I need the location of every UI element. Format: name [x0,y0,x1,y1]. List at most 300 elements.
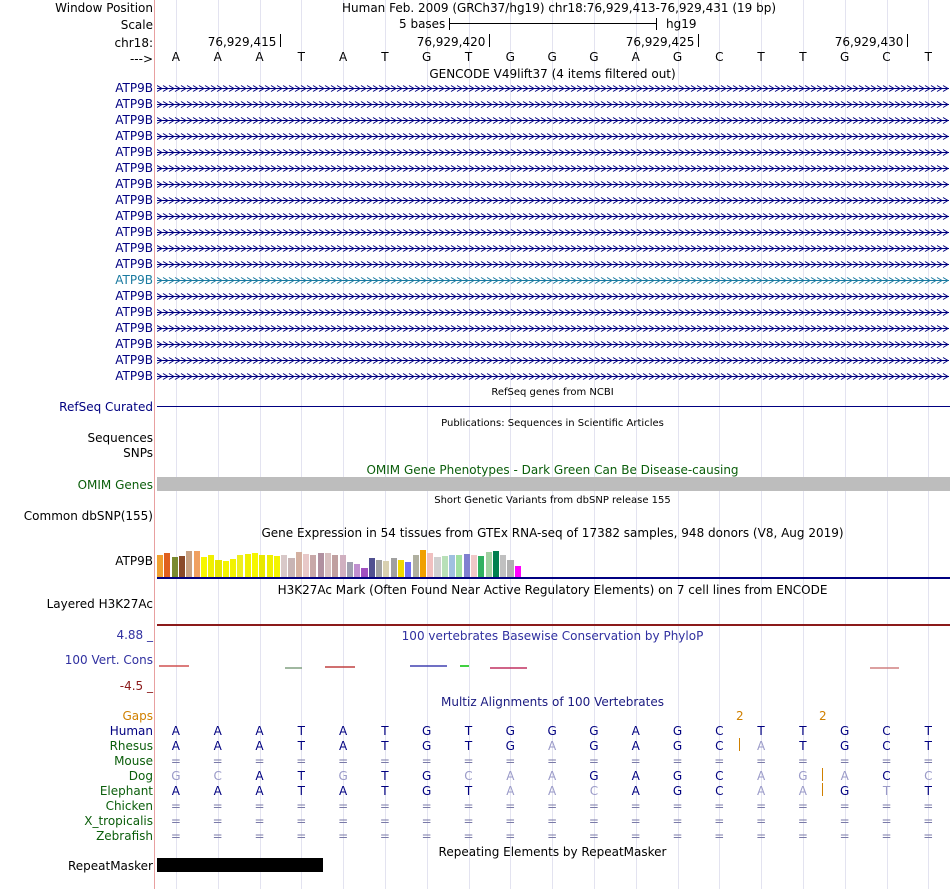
alignment-base: T [757,724,765,738]
alignment-base: = [630,754,641,768]
alignment-base: A [255,769,264,783]
position-tick-label: 76,929,415 [207,35,277,49]
alignment-base: G [798,769,808,783]
species-label-dog[interactable]: Dog [128,769,153,783]
alignment-base: A [547,739,557,753]
gtex-tissue-bar[interactable] [201,557,207,577]
alignment-base: = [756,799,767,813]
alignment-base: = [296,829,307,843]
gencode-gene-feature[interactable] [157,213,949,220]
alignment-base: T [924,784,932,798]
h3k27ac-track-title[interactable]: H3K27Ac Mark (Often Found Near Active Regulatory Elements) on 7 cell lines from ENCODE [277,583,828,597]
alignment-base: G [422,769,432,783]
gencode-gene-label[interactable]: ATP9B [115,241,153,255]
alignment-base: = [756,814,767,828]
gencode-gene-feature[interactable] [157,229,949,236]
gtex-gene-line[interactable] [157,577,950,579]
alignment-base: G [589,739,599,753]
alignment-base: = [672,814,683,828]
scale-bar [449,17,657,31]
gencode-gene-feature[interactable] [157,165,949,172]
alignment-base: A [631,739,640,753]
gtex-tissue-bar[interactable] [172,557,178,577]
gtex-tissue-bar[interactable] [464,554,470,577]
gtex-tissue-bar[interactable] [164,553,170,577]
gencode-gene-feature[interactable] [157,277,949,284]
alignment-base: G [505,739,515,753]
gencode-gene-feature[interactable] [157,149,949,156]
alignment-base: = [714,829,725,843]
alignment-base: = [797,829,808,843]
gencode-gene-feature[interactable] [157,341,949,348]
alignment-base: C [924,769,933,783]
base-letter: A [171,50,180,64]
publications-track-title[interactable]: Publications: Sequences in Scientific Articles [441,418,664,429]
alignment-base: = [672,754,683,768]
alignment-base: C [715,784,724,798]
alignment-base: = [672,799,683,813]
gtex-tissue-bar[interactable] [405,562,411,577]
alignment-base: T [464,739,473,753]
gtex-tissue-bar[interactable] [398,560,404,577]
gtex-tissue-bar[interactable] [434,557,440,577]
gtex-tissue-bar[interactable] [500,555,506,577]
gap-mark: 2 [736,709,744,723]
gaps-label: Gaps [122,709,153,723]
scale-text: 5 bases [399,17,446,31]
alignment-base: G [672,739,683,753]
alignment-base: = [797,799,808,813]
alignment-base: G [840,739,850,753]
insertion-marker [822,768,823,781]
gencode-gene-feature[interactable] [157,245,949,252]
alignment-base: G [672,784,683,798]
alignment-base: G [589,724,599,738]
alignment-base: G [505,724,515,738]
alignment-base: = [714,799,725,813]
gtex-tissue-bar[interactable] [347,562,353,577]
gtex-tissue-bar[interactable] [413,555,419,577]
alignment-base: = [338,814,349,828]
alignment-base: A [338,784,348,798]
omim-gene-bar[interactable] [157,477,950,491]
phylop-track-title[interactable]: 100 vertebrates Basewise Conservation by PhyloP [401,629,704,643]
omim-label[interactable]: OMIM Genes [77,478,153,492]
publications-sequences-label[interactable]: Sequences [87,431,153,445]
alignment-base: T [381,769,389,783]
gencode-gene-label[interactable]: ATP9B [115,129,153,143]
refseq-label[interactable]: RefSeq Curated [59,400,153,414]
alignment-base: = [547,799,558,813]
alignment-base: = [588,814,599,828]
base-letter: G [589,50,599,64]
gtex-tissue-bar[interactable] [274,556,280,577]
phylop-label[interactable]: 100 Vert. Cons [64,653,153,667]
alignment-base: T [464,724,473,738]
gtex-tissue-bar[interactable] [310,555,316,577]
gtex-tissue-bar[interactable] [179,556,185,577]
alignment-base: = [296,754,307,768]
gencode-gene-feature[interactable] [157,357,949,364]
gtex-tissue-bar[interactable] [427,553,433,577]
base-letter: T [799,50,807,64]
alignment-base: A [213,784,222,798]
alignment-base: = [170,799,181,813]
alignment-base: A [631,784,640,798]
alignment-base: A [798,784,807,798]
alignment-base: = [212,829,223,843]
refseq-gene-line[interactable] [157,406,950,407]
phylop-max-label: 4.88 _ [116,628,153,642]
gencode-gene-label[interactable]: ATP9B [115,289,153,303]
alignment-base: = [839,754,850,768]
gencode-gene-feature[interactable] [157,117,949,124]
alignment-base: = [379,829,390,843]
base-letter: A [631,50,640,64]
alignment-base: T [381,784,389,798]
alignment-base: = [672,829,683,843]
scale-label: Scale [120,18,153,32]
alignment-base: T [799,724,807,738]
gtex-tissue-bar[interactable] [507,560,513,577]
alignment-base: G [422,724,432,738]
gtex-tissue-bar[interactable] [369,558,375,577]
alignment-base: = [421,754,432,768]
base-letter: T [381,50,389,64]
alignment-base: = [254,814,265,828]
alignment-base: A [756,769,766,783]
gencode-gene-feature[interactable] [157,181,949,188]
gap-mark: 2 [819,709,827,723]
gencode-gene-label[interactable]: ATP9B [115,113,153,127]
dbsnp-track-title[interactable]: Short Genetic Variants from dbSNP release 155 [434,495,671,506]
gtex-tissue-bar[interactable] [332,555,338,577]
alignment-base: = [588,754,599,768]
alignment-base: A [547,769,557,783]
alignment-base: C [589,784,599,798]
alignment-base: = [212,814,223,828]
alignment-base: = [756,754,767,768]
alignment-base: = [797,754,808,768]
alignment-base: = [505,754,516,768]
gtex-bar-chart[interactable] [157,541,537,577]
omim-track-title[interactable]: OMIM Gene Phenotypes - Dark Green Can Be Disease-causing [366,463,739,477]
alignment-base: T [297,724,305,738]
alignment-base: = [881,814,892,828]
alignment-base: A [255,784,264,798]
alignment-base: A [506,784,515,798]
phylop-graph[interactable] [157,662,950,672]
alignment-base: = [421,829,432,843]
gtex-tissue-bar[interactable] [186,551,192,577]
gtex-tissue-bar[interactable] [267,555,273,577]
gtex-tissue-bar[interactable] [493,551,499,577]
alignment-base: G [672,769,683,783]
repeatmasker-label[interactable]: RepeatMasker [67,859,153,873]
alignment-base: = [630,799,641,813]
gtex-gene-label[interactable]: ATP9B [115,554,153,568]
alignment-base: C [213,769,222,783]
gtex-tissue-bar[interactable] [383,561,389,577]
gtex-tissue-bar[interactable] [354,564,360,577]
gencode-gene-label[interactable]: ATP9B [115,337,153,351]
alignment-base: G [422,739,432,753]
alignment-base: A [756,784,766,798]
species-label-zebrafish[interactable]: Zebrafish [96,829,153,843]
base-letter: A [255,50,264,64]
gencode-gene-label[interactable]: ATP9B [115,305,153,319]
alignment-base: G [840,784,850,798]
species-label-chicken[interactable]: Chicken [105,799,153,813]
alignment-base: C [715,724,724,738]
alignment-base: A [213,739,222,753]
alignment-base: A [338,739,348,753]
base-letter: G [547,50,557,64]
alignment-base: T [799,739,807,753]
gtex-tissue-bar[interactable] [391,558,397,577]
alignment-base: = [547,814,558,828]
h3k27ac-label[interactable]: Layered H3K27Ac [46,597,153,611]
base-letter: C [882,50,891,64]
alignment-base: = [881,829,892,843]
gtex-tissue-bar[interactable] [478,556,484,577]
strand-label: ---> [129,52,153,66]
alignment-base: C [882,769,891,783]
gtex-tissue-bar[interactable] [486,552,492,577]
gtex-tissue-bar[interactable] [194,551,200,577]
alignment-base: A [631,769,640,783]
alignment-base: G [840,724,850,738]
alignment-base: A [171,739,180,753]
alignment-base: = [714,814,725,828]
alignment-base: = [839,814,850,828]
dbsnp-label[interactable]: Common dbSNP(155) [23,509,153,523]
gtex-tissue-bar[interactable] [420,550,426,577]
alignment-base: C [715,769,724,783]
alignment-base: = [338,799,349,813]
position-tick-mark [698,34,699,47]
gencode-gene-label[interactable]: ATP9B [115,209,153,223]
alignment-base: A [213,724,222,738]
alignment-base: = [379,754,390,768]
gtex-tissue-bar[interactable] [215,560,221,577]
alignment-base: A [171,724,180,738]
gtex-tissue-bar[interactable] [223,561,229,577]
gencode-gene-label[interactable]: ATP9B [115,145,153,159]
gtex-tissue-bar[interactable] [237,555,243,577]
gtex-tissue-bar[interactable] [157,555,163,577]
alignment-base: A [338,724,348,738]
base-letter: G [505,50,515,64]
alignment-base: A [631,724,640,738]
alignment-base: = [923,754,934,768]
gencode-gene-label[interactable]: ATP9B [115,321,153,335]
gencode-gene-label[interactable]: ATP9B [115,273,153,287]
alignment-base: = [547,754,558,768]
alignment-base: = [170,829,181,843]
alignment-base: A [506,769,515,783]
alignment-base: = [881,799,892,813]
alignment-base: = [212,799,223,813]
gtex-tissue-bar[interactable] [259,555,265,577]
alignment-base: = [881,754,892,768]
gtex-tissue-bar[interactable] [296,552,302,577]
alignment-base: T [297,769,305,783]
gencode-gene-feature[interactable] [157,293,949,300]
alignment-base: = [170,814,181,828]
gencode-gene-feature[interactable] [157,101,949,108]
alignment-base: = [630,829,641,843]
alignment-base: A [840,769,849,783]
alignment-base: G [589,769,599,783]
gtex-tissue-bar[interactable] [515,566,521,577]
gencode-track-title[interactable]: GENCODE V49lift37 (4 items filtered out) [429,67,676,81]
base-letter: G [840,50,850,64]
base-letter: T [924,50,932,64]
alignment-base: = [338,829,349,843]
alignment-base: G [338,769,348,783]
assembly-label: hg19 [666,17,697,31]
alignment-base: = [714,754,725,768]
gtex-tissue-bar[interactable] [361,568,367,577]
gencode-gene-label[interactable]: ATP9B [115,225,153,239]
position-tick-label: 76,929,425 [625,35,695,49]
alignment-base: = [588,799,599,813]
alignment-base: = [254,829,265,843]
gencode-gene-label[interactable]: ATP9B [115,353,153,367]
alignment-base: = [379,799,390,813]
alignment-base: G [171,769,181,783]
alignment-base: G [547,724,557,738]
position-tick-mark [907,34,908,47]
base-letter: T [757,50,765,64]
gtex-tissue-bar[interactable] [318,553,324,577]
gtex-track-title[interactable]: Gene Expression in 54 tissues from GTEx RNA-seq of 17382 samples, 948 donors (V8, Aug 2019) [261,526,844,540]
species-label-mouse[interactable]: Mouse [114,754,153,768]
chrom-label: chr18: [114,36,153,50]
alignment-base: = [296,799,307,813]
gtex-tissue-bar[interactable] [252,553,258,577]
track-left-border [154,0,155,889]
gtex-tissue-bar[interactable] [376,560,382,577]
alignment-base: A [255,724,264,738]
alignment-base: = [839,799,850,813]
alignment-base: = [212,754,223,768]
alignment-base: T [464,784,473,798]
gtex-tissue-bar[interactable] [325,553,331,577]
base-letter: C [715,50,724,64]
alignment-base: = [505,814,516,828]
alignment-base: T [297,784,305,798]
base-letter: A [338,50,348,64]
alignment-base: A [756,739,766,753]
gtex-tissue-bar[interactable] [245,554,251,577]
gencode-gene-label[interactable]: ATP9B [115,257,153,271]
alignment-base: = [463,814,474,828]
gencode-gene-feature[interactable] [157,309,949,316]
gtex-tissue-bar[interactable] [303,554,309,577]
gencode-gene-feature[interactable] [157,325,949,332]
insertion-marker [739,738,740,751]
alignment-base: G [422,784,432,798]
alignment-base: = [463,754,474,768]
gencode-gene-label[interactable]: ATP9B [115,81,153,95]
gencode-gene-feature[interactable] [157,197,949,204]
alignment-base: G [672,724,683,738]
alignment-base: = [505,799,516,813]
base-letter: A [213,50,222,64]
multiz-track-title[interactable]: Multiz Alignments of 100 Vertebrates [440,695,665,709]
gtex-tissue-bar[interactable] [442,556,448,577]
alignment-base: T [882,784,891,798]
species-label-elephant[interactable]: Elephant [99,784,153,798]
alignment-base: = [296,814,307,828]
alignment-base: = [505,829,516,843]
alignment-base: = [923,814,934,828]
alignment-base: = [588,829,599,843]
alignment-base: = [170,754,181,768]
gencode-gene-feature[interactable] [157,373,949,380]
species-label-human[interactable]: Human [109,724,153,738]
repeatmasker-track-title[interactable]: Repeating Elements by RepeatMasker [438,845,667,859]
gencode-gene-label[interactable]: ATP9B [115,161,153,175]
alignment-base: A [255,739,264,753]
alignment-base: = [338,754,349,768]
gtex-tissue-bar[interactable] [340,555,346,577]
alignment-base: = [254,754,265,768]
gtex-tissue-bar[interactable] [456,555,462,577]
h3k27ac-baseline [157,624,950,626]
base-letter: T [297,50,305,64]
gtex-tissue-bar[interactable] [208,555,214,577]
alignment-base: C [464,769,473,783]
gencode-gene-label[interactable]: ATP9B [115,369,153,383]
species-label-rhesus[interactable]: Rhesus [109,739,153,753]
alignment-base: C [882,724,891,738]
alignment-base: = [839,829,850,843]
alignment-base: C [882,739,891,753]
alignment-base: A [171,784,180,798]
alignment-base: = [421,814,432,828]
gencode-gene-feature[interactable] [157,261,949,268]
gtex-tissue-bar[interactable] [449,555,455,577]
base-letter: T [464,50,473,64]
alignment-base: T [381,739,389,753]
gtex-tissue-bar[interactable] [230,559,236,577]
gtex-tissue-bar[interactable] [281,555,287,577]
alignment-base: = [463,829,474,843]
alignment-base: = [756,829,767,843]
gencode-gene-label[interactable]: ATP9B [115,97,153,111]
gencode-gene-feature[interactable] [157,133,949,140]
gtex-tissue-bar[interactable] [288,558,294,577]
gencode-gene-feature[interactable] [157,85,949,92]
refseq-track-title[interactable]: RefSeq genes from NCBI [491,387,614,398]
alignment-base: = [254,799,265,813]
alignment-base: T [381,724,389,738]
alignment-base: = [421,799,432,813]
gencode-gene-label[interactable]: ATP9B [115,193,153,207]
alignment-base: = [463,799,474,813]
species-label-x_tropicalis[interactable]: X_tropicalis [84,814,153,828]
position-tick-label: 76,929,430 [834,35,904,49]
publications-snps-label[interactable]: SNPs [123,446,153,460]
alignment-base: T [297,739,305,753]
gencode-gene-label[interactable]: ATP9B [115,177,153,191]
alignment-base: A [547,784,557,798]
repeatmasker-element[interactable] [157,858,323,872]
gtex-tissue-bar[interactable] [471,555,477,577]
